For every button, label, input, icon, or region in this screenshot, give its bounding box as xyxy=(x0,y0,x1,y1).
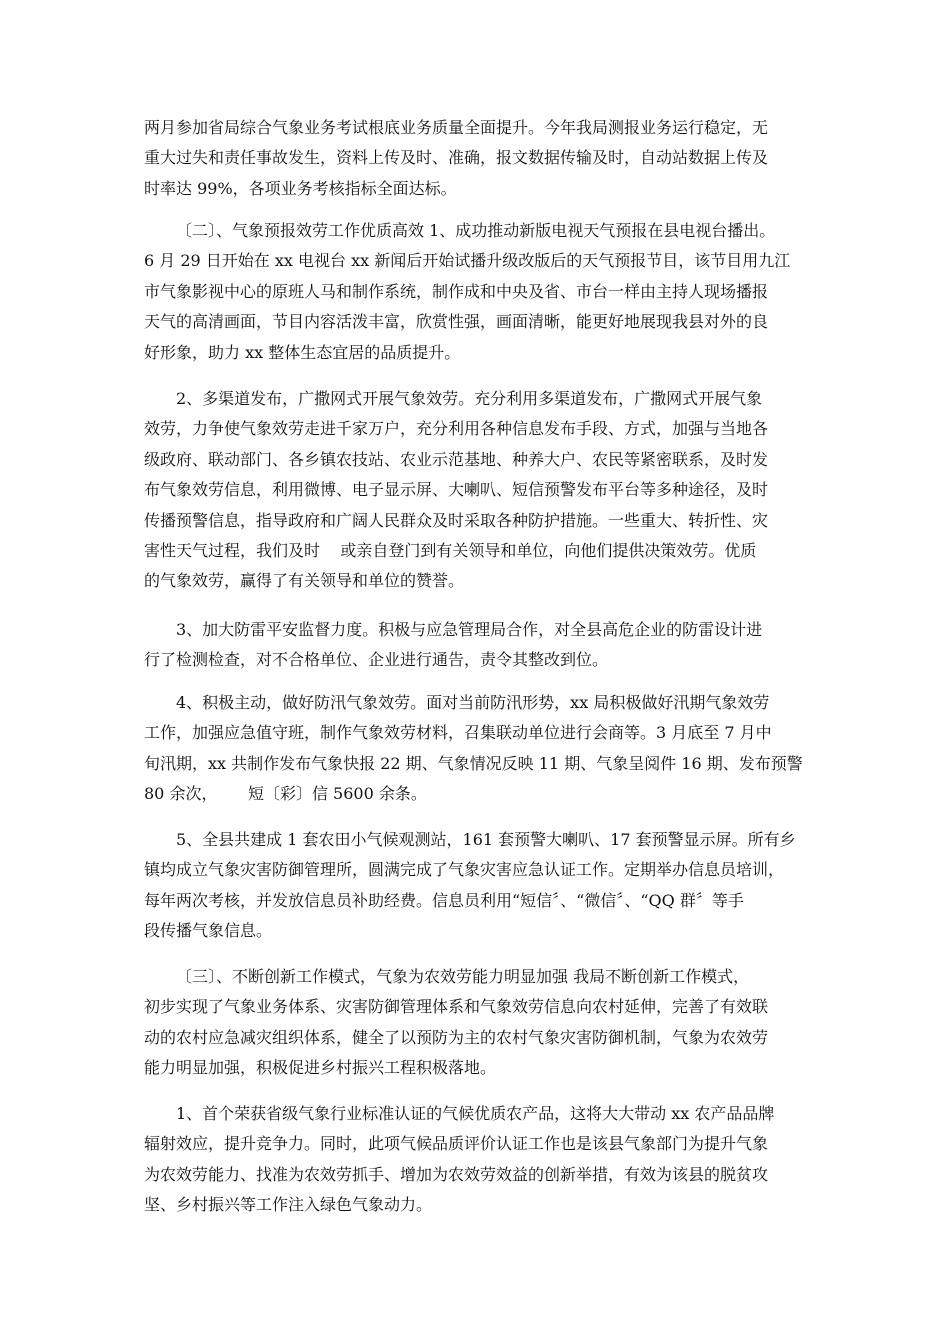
text-line: 传播预警信息，指导政府和广阔人民群众及时采取各种防护措施。一些重大、转折性、灾 xyxy=(144,510,769,530)
paragraph-multi-channel xyxy=(144,384,816,597)
paragraph-lightning xyxy=(144,615,816,676)
text-line: 辐射效应，提升竞争力。同时，此项气候品质评价认证工作也是该县气象部门为提升气象 xyxy=(144,1134,769,1154)
text-line: 时率达 99%，各项业务考核指标全面达标。 xyxy=(144,178,457,198)
text-line: 重大过失和责任事故发生，资料上传及时、准确，报文数据传输及时，自动站数据上传及 xyxy=(144,148,769,168)
text-line: 2、多渠道发布，广撒网式开展气象效劳。充分利用多渠道发布，广撒网式开展气象 xyxy=(176,389,763,408)
text-line: 3、加大防雷平安监督力度。积极与应急管理局合作，对全县高危企业的防雷设计进 xyxy=(176,620,763,639)
paragraph-test-results xyxy=(144,113,816,204)
text-line: 〔二〕、气象预报效劳工作优质高效 1、成功推动新版电视天气预报在县电视台播出。 xyxy=(176,221,776,240)
text-line: 5、全县共建成 1 套农田小气候观测站，161 套预警大喇叭、17 套预警显示屏。所有乡 xyxy=(176,830,796,849)
text-line: 布气象效劳信息，利用微博、电子显示屏、大喇叭、短信预警发布平台等多种途径，及时 xyxy=(144,480,769,500)
text-line: 80 余次， 短〔彩〕信 5600 余条。 xyxy=(144,784,427,804)
text-line: 每年两次考核，并发放信息员补助经费。信息员利用“短信〞、“微信〞、“QQ 群〞等手 xyxy=(144,890,744,910)
text-line: 效劳，力争使气象效劳走进千家万户，充分利用各种信息发布手段、方式，加强与当地各 xyxy=(144,419,769,439)
paragraph-infrastructure xyxy=(144,825,816,947)
text-line: 坚、乡村振兴等工作注入绿色气象动力。 xyxy=(144,1195,433,1215)
text-line: 的气象效劳，赢得了有关领导和单位的赞誉。 xyxy=(144,571,465,591)
text-line: 好形象，助力 xx 整体生态宜居的品质提升。 xyxy=(144,342,461,362)
text-line: 镇均成立气象灾害防御管理所，圆满完成了气象灾害应急认证工作。定期举办信息员培训， xyxy=(144,860,785,880)
paragraph-flood xyxy=(144,688,816,810)
text-line: 天气的高清画面，节目内容活泼丰富，欣赏性强，画面清晰，能更好地展现我县对外的良 xyxy=(144,312,769,332)
text-line: 1、首个荣获省级气象行业标准认证的气候优质农产品，这将大大带动 xx 农产品品牌 xyxy=(176,1104,775,1123)
text-line: 〔三〕、不断创新工作模式，气象为农效劳能力明显加强 我局不断创新工作模式， xyxy=(176,967,750,986)
text-line: 6 月 29 日开始在 xx 电视台 xx 新闻后开始试播升级改版后的天气预报节目，该节目用九江 xyxy=(144,251,791,271)
text-line: 初步实现了气象业务体系、灾害防御管理体系和气象效劳信息向农村延伸，完善了有效联 xyxy=(144,997,769,1017)
text-line: 旬汛期，xx 共制作发布气象快报 22 期、气象情况反映 11 期、气象呈阅件 16 期、发布预警 xyxy=(144,753,803,773)
text-line: 两月参加省局综合气象业务考试根底业务质量全面提升。今年我局测报业务运行稳定，无 xyxy=(144,118,769,137)
text-line: 段传播气象信息。 xyxy=(144,921,273,941)
paragraph-forecast-service xyxy=(144,216,816,368)
text-line: 4、积极主动，做好防汛气象效劳。面对当前防汛形势，xx 局积极做好汛期气象效劳 xyxy=(176,693,770,712)
text-line: 工作，加强应急值守班，制作气象效劳材料，召集联动单位进行会商等。3 月底至 7 月中 xyxy=(144,723,772,743)
text-line: 级政府、联动部门、各乡镇农技站、农业示范基地、种养大户、农民等紧密联系，及时发 xyxy=(144,449,769,469)
paragraph-climate-certification xyxy=(144,1099,816,1221)
text-line: 能力明显加强，积极促进乡村振兴工程积极落地。 xyxy=(144,1058,497,1078)
text-line: 为农效劳能力、找准为农效劳抓手、增加为农效劳效益的创新举措，有效为该县的脱贫攻 xyxy=(144,1164,769,1184)
paragraph-innovation xyxy=(144,962,816,1084)
text-line: 行了检测检查，对不合格单位、企业进行通告，责令其整改到位。 xyxy=(144,650,609,670)
text-line: 市气象影视中心的原班人马和制作系统，制作成和中央及省、市台一样由主持人现场播报 xyxy=(144,281,769,301)
text-line: 害性天气过程，我们及时 或亲自登门到有关领导和单位，向他们提供决策效劳。优质 xyxy=(144,540,757,560)
text-line: 动的农村应急减灾组织体系，健全了以预防为主的农村气象灾害防御机制，气象为农效劳 xyxy=(144,1027,769,1047)
